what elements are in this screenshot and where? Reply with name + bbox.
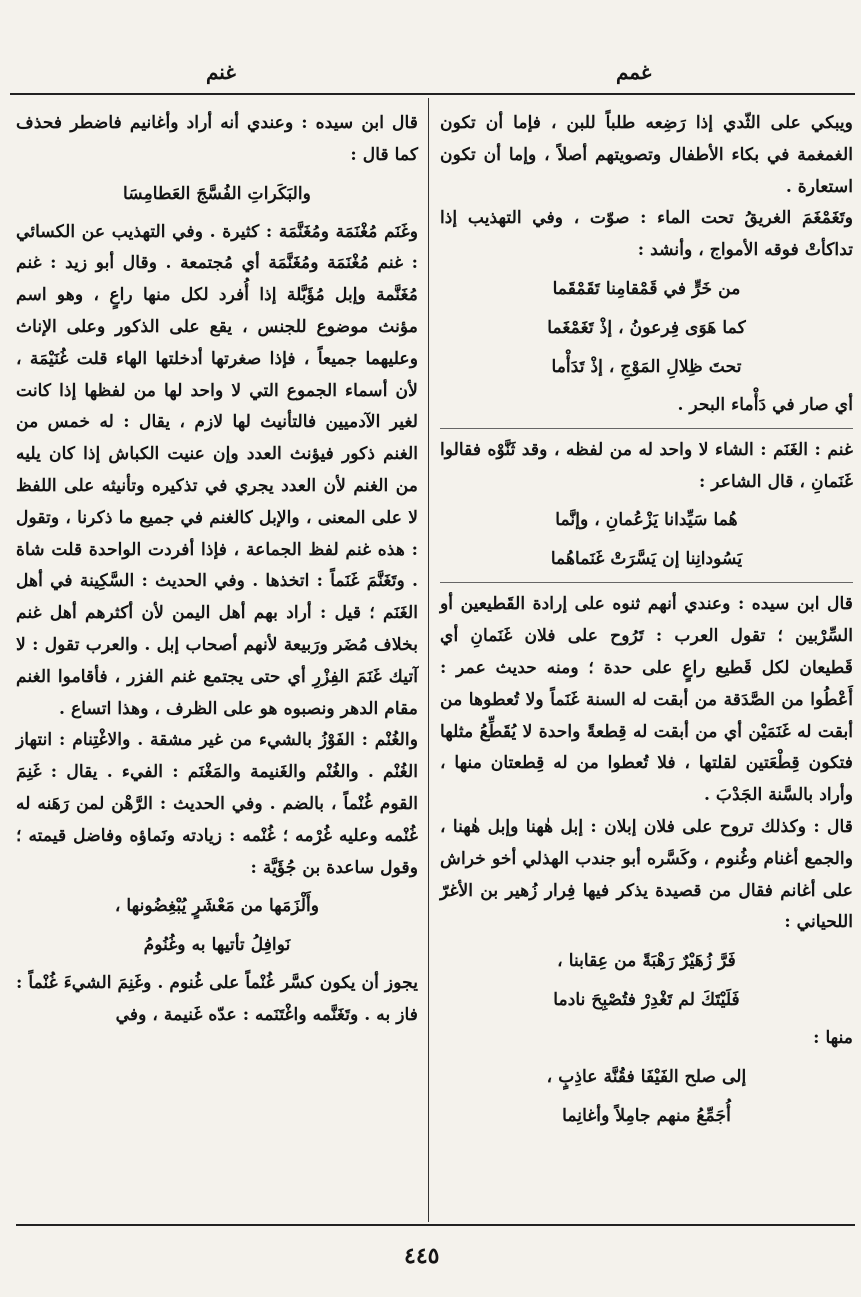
verse-line: أُجَمِّعُ منهم جامِلاً وأغانِما (562, 1105, 731, 1126)
verse-line: وأَلْزَمَها من مَعْشَرٍ يُبْغِضُونها ، (114, 896, 320, 917)
paragraph: قال ابن سيده : وعندي أنه أراد وأغانيم فاضطر فحذف كما قال : (16, 113, 418, 165)
header-rule (10, 93, 855, 95)
paragraph: وتَغَمْغَمَ الغريقُ تحت الماء : صوّت ، وفي التهذيب إذا تداكأتْ فوقه الأمواج ، وأنشد : (440, 208, 853, 261)
paragraph: غنم : الغَنَم : الشاء لا واحد له من لفظه ، وقد ثَنَّوْه فقالوا غَنَمانِ ، قال الشاعر : (440, 439, 853, 492)
entry-separator (440, 582, 853, 583)
page-number: ٤٤٥ (404, 1243, 440, 1269)
verse-line: كما هَوَى فِرعونُ ، إذْ تَغَمْغَما (547, 317, 746, 338)
verse-line: يَسُودانِنا إن يَسَّرَتْ غَنَماهُما (550, 549, 743, 570)
paragraph: يجوز أن يكون كسَّر غُنْماً على غُنوم . وغَنِمَ الشيءَ غُنْماً : فاز به . وتَغَنَّمه واغْتَنَمه : عدّه غَنيمة ، وفي (16, 973, 418, 1026)
verse-line: نَوافِلُ تأتيها به وغُنُومُ (143, 935, 291, 956)
verse-line: هُما سَيِّدانا يَزْعُمانِ ، وإنَّما (555, 510, 738, 531)
entry-separator (440, 428, 853, 429)
footer-rule (16, 1224, 855, 1226)
paragraph: قال : وكذلك تروح على فلان إبلان : إبل هٰهنا وإبل هٰهنا ، والجمع أغنام وغُنوم ، وكَسَّره أبو جندب الهذلي أخو خراش على أغانم فقال من قصيدة يذكر فيها فِرار زُهير بن الأغرّ اللحياني : (440, 816, 853, 933)
header-left-word: غنم (206, 60, 236, 84)
paragraph: أي صار في دَأْماء البحر . (677, 394, 853, 415)
verse-line: والبَكَراتِ الفُسَّجَ العَطامِسَا (123, 183, 311, 204)
paragraph: منها : (813, 1028, 853, 1049)
paragraph: وغَنَم مُغْنَمَة ومُغَنَّمَة : كثيرة . وفي التهذيب عن الكسائي : غنم مُغْنَمَة ومُغَنَّمَة أي مُجتمعة . وقال أبو زيد : غنم مُغَنَّمة وإبل مُؤَبَّلة إذا أُفرد لكل منها راعٍ ، وهو اسم مؤنث موضوع للجنس ، يقع على الذكور وعلى الإناث وعليهما جميعاً ، فإذا صغرتها أدخلتها الهاء قلت غُنَيْمَة ، لأن أسماء الجموع التي لا واحد لها من لفظها إذا كانت لغير الآدميين فالتأنيث لها لازم ، يقال : له خمس من الغنم ذكور فيؤنث العدد وإن عنيت الكباش إذا كان يليه من الغنم لأن العدد يجري في تذكيره وتأنيثه على اللفظ لا على المعنى ، والإبل كالغنم في جميع ما ذكرنا ، وتقول : هذه غنم لفظ الجماعة ، فإذا أفردت الواحدة قلت شاة . وتَغَنَّمَ غَنَماً : اتخذها . وفي الحديث : السَّكِينة في أهل الغَنَم ؛ قيل : أراد بهم أهل اليمن لأن أكثرهم أهل غنم بخلاف مُضَر ورَبيعة لأنهم أصحاب إبل . والعرب تقول : لا آتيك غَنَمَ الفِزْرِ أي حتى يجتمع غنم الفزر ، فأقاموا الغنم مقام الدهر ونصبوه هو على الظرف ، وهذا اتساع . (16, 221, 418, 719)
header-right-word: غمم (616, 60, 652, 84)
verse-line: إلى صلح الفَيْفَا فقُنَّة عاذِبٍ ، (546, 1066, 747, 1087)
paragraph: والغُنْم : الفَوْزُ بالشيء من غير مشقة . والاغْتِنام : انتهاز الغُنْم . والغُنْم والغَنيمة والمَغْنَم : الفيء . يقال : غَنِمَ القوم غُنْماً ، بالضم . وفي الحديث : الرَّهْن لمن رَهَنه له غُنْمه وعليه غُرْمه ؛ غُنْمه : زيادته ونَماؤه وفاضل قيمته ؛ وقول ساعدة بن جُؤَيَّة : (16, 730, 418, 878)
verse-line: من خَرٍّ في قَمْقامِنا تَقَمْقَما (552, 278, 741, 299)
paragraph: قال ابن سيده : وعندي أنهم ثنوه على إرادة القَطيعين أو السِّرْبين ؛ تقول العرب : تَرُوح على فلان غَنَمانِ أي قَطيعان لكل قَطيع راعٍ على حدة ؛ ومنه حديث عمر : أَعْطُوا من الصَّدَقة من أبقت له السنة غَنَماً ولا تُعطوها من أبقت له غَنَمَيْن أي من أبقت له قِطعةً واحدة لا يُقَطِّعُ مثلها فتكون قِطْعَتين لقلتها ، فلا تُعطوا من له قِطعتان منها ، وأراد بالسَّنة الجَدْبَ . (440, 594, 853, 806)
verse-line: تحتَ ظِلالِ المَوْجِ ، إذْ تَدَأْما (551, 356, 742, 377)
column-divider (428, 98, 429, 1222)
left-column (16, 108, 418, 1032)
verse-line: فَرَّ زُهَيْرٌ رَهْبَةً من عِقابنا ، (557, 951, 736, 972)
right-column (440, 108, 853, 1139)
paragraph: ويبكي على الثّدي إذا رَضِعه طلباً للبن ، فإما أن تكون الغمغمة في بكاء الأطفال وتصويتهم أصلاً ، وإما أن تكون استعارة . (440, 113, 853, 197)
verse-line: فَلَيْتَكَ لم تَغْدِرْ فتُصْبِحَ نادما (553, 990, 740, 1011)
